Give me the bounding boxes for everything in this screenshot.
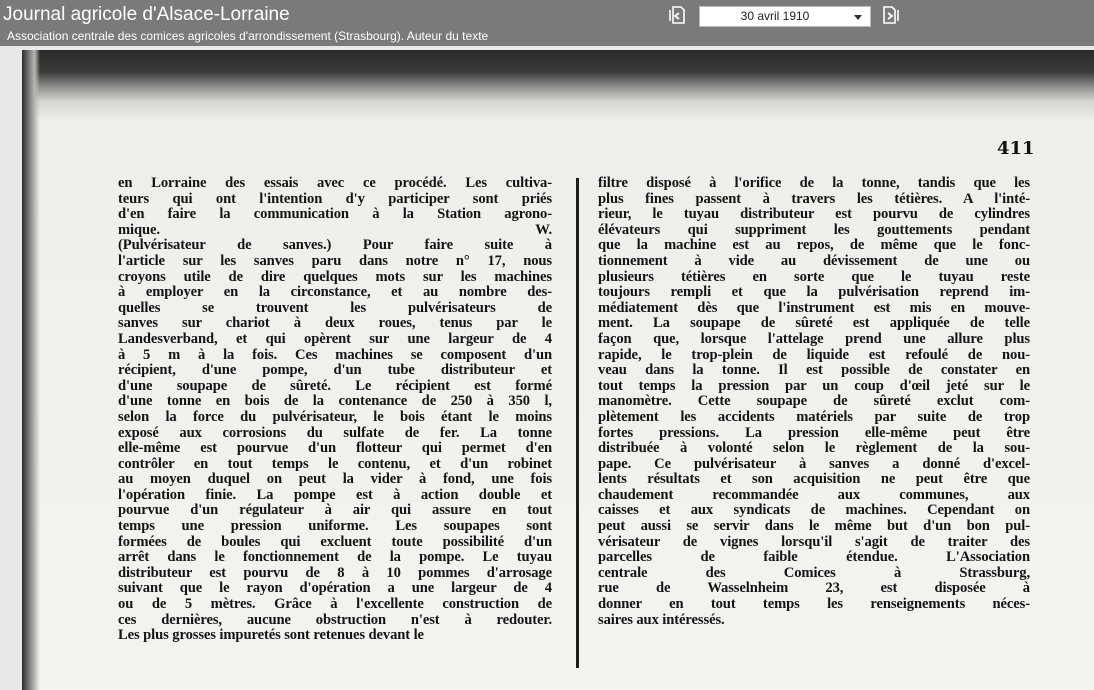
text-line: elle-même est pourvue d'un flotteur qui permet d'en bbox=[118, 441, 552, 457]
text-line: médiatement dès que l'instrument est mis en mouve- bbox=[598, 300, 1030, 316]
text-line: d'une tonne en bois de la contenance de 250 à 350 l, bbox=[118, 394, 552, 410]
next-issue-icon bbox=[881, 5, 901, 30]
text-line: suivant que le rayon d'opération a une largeur de 4 bbox=[118, 581, 552, 597]
text-line: arrêt dans le fonctionnement de la pompe. Le tuyau bbox=[118, 550, 552, 566]
journal-title: Journal agricole d'Alsace-Lorraine bbox=[3, 4, 290, 25]
text-line: plus fines passent à travers les tétières. A l'inté- bbox=[598, 191, 1030, 207]
text-line: formées de boules qui excluent toute possibilité d'un bbox=[118, 534, 552, 550]
text-line: peut aussi se servir dans le même but d'un bon pul- bbox=[598, 519, 1030, 535]
page-number: 411 bbox=[997, 138, 1035, 159]
text-line: contrôler en tout temps le contenu, et d'un robinet bbox=[118, 456, 552, 472]
chevron-down-icon bbox=[854, 15, 862, 20]
text-line: l'article sur les sanves paru dans notre n° 17, nous bbox=[118, 253, 552, 269]
text-line: donner en tout temps les renseignements néces- bbox=[598, 597, 1030, 613]
text-line: en Lorraine des essais avec ce procédé. Les cultiva- bbox=[118, 176, 552, 191]
text-line: rue de Wasselnheim 23, est disposée à bbox=[598, 581, 1030, 597]
top-bar bbox=[0, 0, 1094, 46]
text-line: plètement les accidents matériels par suite de trop bbox=[598, 409, 1030, 425]
text-line: distribuée à volonté selon le règlement de la sou- bbox=[598, 441, 1030, 457]
text-line: veau dans la tonne. Il est possible de constater en bbox=[598, 363, 1030, 379]
text-line: selon la force du pulvérisateur, le bois étant le moins bbox=[118, 409, 552, 425]
text-line: parcelles de faible étendue. L'Association bbox=[598, 550, 1030, 566]
text-line: saires aux intéressés. bbox=[598, 612, 725, 628]
text-line: manomètre. Cette soupape de sûreté exclut com- bbox=[598, 394, 1030, 410]
column-divider bbox=[576, 178, 579, 668]
text-line: que la machine est au repos, de même que le fonc- bbox=[598, 238, 1030, 254]
scanned-page[interactable] bbox=[22, 50, 1094, 690]
journal-author[interactable]: Association centrale des comices agricoles d'arrondissement (Strasbourg). Auteur du texte bbox=[7, 29, 489, 43]
text-line: teurs qui ont l'intention d'y participer sont priés bbox=[118, 191, 552, 207]
text-line: d'en faire la communication à la Station agrono- bbox=[118, 207, 552, 223]
text-line: rieur, le tuyau distributeur est pourvu de cylindres bbox=[598, 207, 1030, 223]
text-line: au moyen duquel on peut la vider à fond, une fois bbox=[118, 472, 552, 488]
text-line: vérisateur de vignes lorsqu'il s'agit de traiter des bbox=[598, 534, 1030, 550]
text-line: élévateurs qui suppriment les gouttements pendant bbox=[598, 222, 1030, 238]
text-line: croyons utile de dire quelques mots sur les machines bbox=[118, 269, 552, 285]
text-line: exposé aux corrosions du sulfate de fer. La tonne bbox=[118, 425, 552, 441]
text-line: (Pulvérisateur de sanves.) Pour faire suite à bbox=[118, 238, 552, 254]
issue-date-select[interactable] bbox=[699, 6, 871, 27]
text-line: façon que, lorsque l'attelage prend une allure plus bbox=[598, 331, 1030, 347]
text-line: temps une pression uniforme. Les soupapes sont bbox=[118, 519, 552, 535]
next-issue-button[interactable] bbox=[880, 6, 902, 28]
article-column-right bbox=[598, 176, 1030, 628]
article-column-left bbox=[118, 176, 552, 644]
text-line: à employer en la circonstance, et au nombre des- bbox=[118, 285, 552, 301]
text-line: centrale des Comices à Strassburg, bbox=[598, 565, 1030, 581]
text-line: quelles se trouvent les pulvérisateurs de bbox=[118, 300, 552, 316]
issue-date-value: 30 avril 1910 bbox=[740, 9, 810, 23]
prev-issue-icon bbox=[667, 5, 687, 30]
text-line: filtre disposé à l'orifice de la tonne, tandis que les bbox=[598, 176, 1030, 191]
text-line: ces dernières, aucune obstruction n'est à redouter. bbox=[118, 612, 552, 628]
text-line: tout temps la pression par un coup d'œil jeté sur le bbox=[598, 378, 1030, 394]
text-line: tionnement à vide au dévissement de une ou bbox=[598, 253, 1030, 269]
prev-issue-button[interactable] bbox=[666, 6, 688, 28]
text-line: caisses et aux syndicats de machines. Cependant on bbox=[598, 503, 1030, 519]
text-line: ment. La soupape de sûreté est appliquée de telle bbox=[598, 316, 1030, 332]
text-line: sanves sur chariot à deux roues, tenus par le bbox=[118, 316, 552, 332]
text-line: ou de 5 mètres. Grâce à l'excellente construction de bbox=[118, 597, 552, 613]
text-line: lents résultats et son acquisition ne peut être que bbox=[598, 472, 1030, 488]
text-line: chaudement recommandée aux communes, aux bbox=[598, 487, 1030, 503]
text-line: à 5 m à la fois. Ces machines se composent d'un bbox=[118, 347, 552, 363]
text-line: pape. Ce pulvérisateur à sanves a donné d'excel- bbox=[598, 456, 1030, 472]
text-line: l'opération finie. La pompe est à action double et bbox=[118, 487, 552, 503]
text-line: toujours rempli et que la pulvérisation reprend im- bbox=[598, 285, 1030, 301]
text-line: Landesverband, et qui opèrent sur une largeur de 4 bbox=[118, 331, 552, 347]
text-line: fortes pressions. La pression elle-même peut être bbox=[598, 425, 1030, 441]
text-line: pourvue d'un régulateur à air qui assure en tout bbox=[118, 503, 552, 519]
text-line: récipient, d'une pompe, d'un tube distributeur et bbox=[118, 363, 552, 379]
text-line: Les plus grosses impuretés sont retenues devant le bbox=[118, 628, 424, 644]
text-line: plusieurs tétières en sorte que le tuyau reste bbox=[598, 269, 1030, 285]
page-viewer[interactable] bbox=[0, 46, 1094, 690]
text-line: mique. W. bbox=[118, 222, 552, 238]
text-line: d'une soupape de sûreté. Le récipient est formé bbox=[118, 378, 552, 394]
text-line: distributeur est pourvu de 8 à 10 pommes d'arrosage bbox=[118, 565, 552, 581]
text-line: rapide, le trop-plein de liquide est refoulé de nou- bbox=[598, 347, 1030, 363]
